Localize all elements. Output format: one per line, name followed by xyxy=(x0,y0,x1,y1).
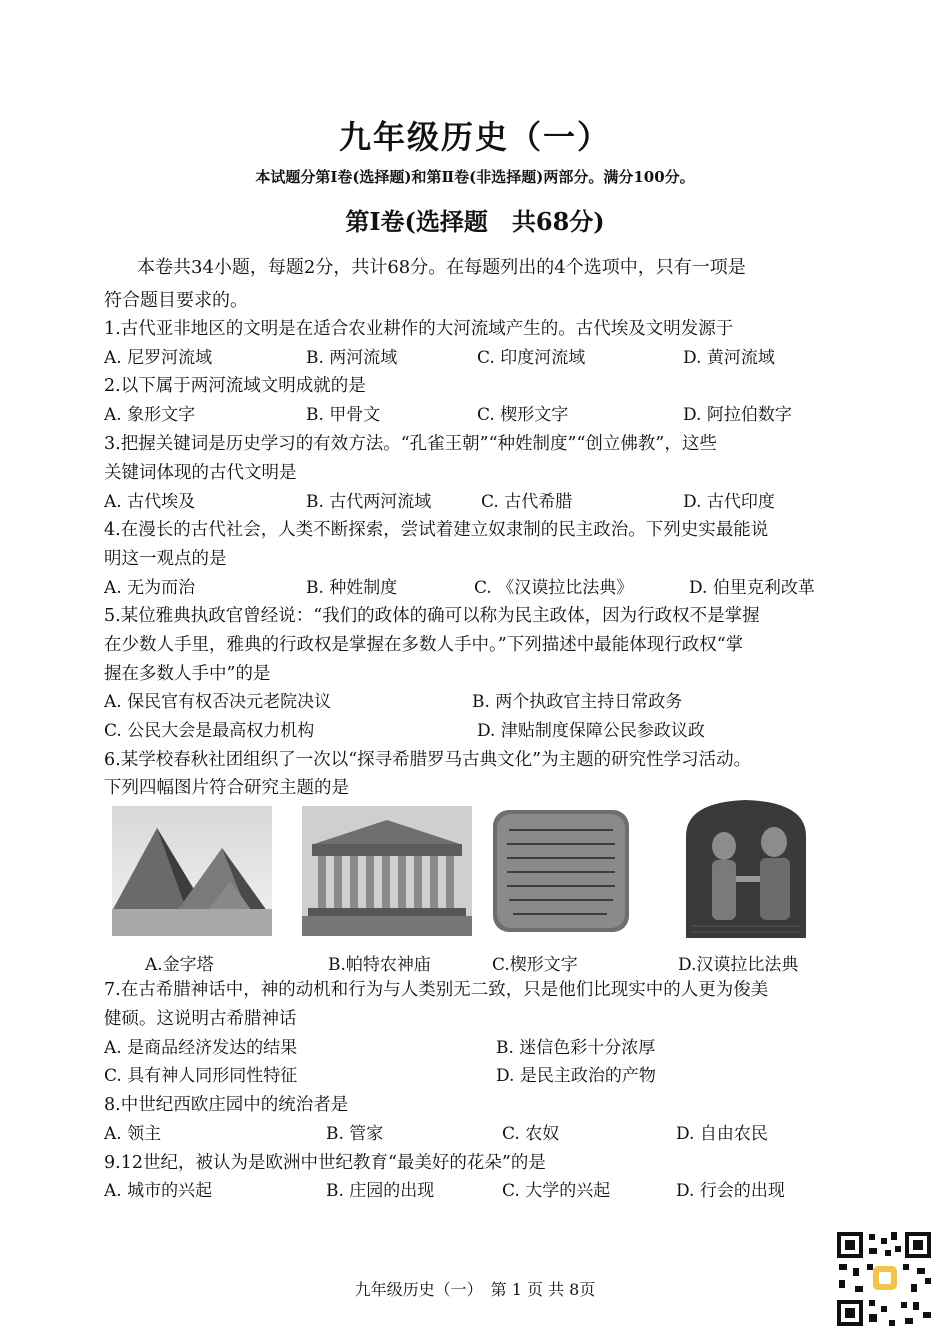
q7-option-b: B. 迷信色彩十分浓厚 xyxy=(496,1038,656,1058)
question-5-stem-2: 在少数人手里，雅典的行政权是掌握在多数人手中。”下列描述中最能体现行政权“掌 xyxy=(104,635,744,655)
page-title: 九年级历史（一） xyxy=(338,118,611,156)
question-3-stem-2: 关键词体现的古代文明是 xyxy=(104,463,297,483)
q6-caption-b: B.帕特农神庙 xyxy=(328,955,431,975)
intro-line-2: 符合题目要求的。 xyxy=(104,290,248,311)
q8-option-a: A. 领主 xyxy=(104,1124,162,1144)
q3-option-c: C. 古代希腊 xyxy=(481,492,573,512)
q1-option-b: B. 两河流域 xyxy=(306,348,398,368)
question-4-stem-1: 4.在漫长的古代社会，人类不断探索，尝试着建立奴隶制的民主政治。下列史实最能说 xyxy=(104,520,769,540)
question-6-stem-2: 下列四幅图片符合研究主题的是 xyxy=(104,778,349,798)
cuneiform-tablet-image xyxy=(487,806,635,936)
question-8-stem: 8.中世纪西欧庄园中的统治者是 xyxy=(104,1095,349,1115)
parthenon-image xyxy=(302,806,472,936)
q9-option-a: A. 城市的兴起 xyxy=(104,1181,213,1201)
pyramid-image xyxy=(112,806,272,936)
q3-option-a: A. 古代埃及 xyxy=(104,492,196,512)
question-2-stem: 2.以下属于两河流域文明成就的是 xyxy=(104,376,366,396)
intro-line-1: 本卷共34小题，每题2分，共计68分。在每题列出的4个选项中，只有一项是 xyxy=(137,257,746,278)
page-footer: 九年级历史（一） 第 1 页 共 8页 xyxy=(354,1280,596,1299)
q6-caption-d: D.汉谟拉比法典 xyxy=(678,955,799,975)
q2-option-b: B. 甲骨文 xyxy=(306,405,381,425)
q8-option-b: B. 管家 xyxy=(326,1124,384,1144)
question-9-stem: 9.12世纪，被认为是欧洲中世纪教育“最美好的花朵”的是 xyxy=(104,1153,546,1173)
question-3-stem-1: 3.把握关键词是历史学习的有效方法。“孔雀王朝”“种姓制度”“创立佛教”，这些 xyxy=(104,434,717,454)
q8-option-c: C. 农奴 xyxy=(502,1124,560,1144)
q1-option-c: C. 印度河流域 xyxy=(477,348,586,368)
hammurabi-stele-image xyxy=(676,796,816,938)
q4-option-d: D. 伯里克利改革 xyxy=(689,578,815,598)
q2-option-d: D. 阿拉伯数字 xyxy=(683,405,792,425)
q4-option-b: B. 种姓制度 xyxy=(306,578,398,598)
q8-option-d: D. 自由农民 xyxy=(676,1124,768,1144)
q7-option-d: D. 是民主政治的产物 xyxy=(496,1066,656,1086)
q6-caption-c: C.楔形文字 xyxy=(492,955,578,975)
q1-option-a: A. 尼罗河流域 xyxy=(104,348,213,368)
q3-option-d: D. 古代印度 xyxy=(683,492,775,512)
q3-option-b: B. 古代两河流域 xyxy=(306,492,432,512)
q9-option-c: C. 大学的兴起 xyxy=(502,1181,611,1201)
exam-subtitle: 本试题分第Ⅰ卷(选择题)和第Ⅱ卷(非选择题)两部分。满分100分。 xyxy=(255,168,695,186)
q9-option-b: B. 庄园的出现 xyxy=(326,1181,435,1201)
q4-option-a: A. 无为而治 xyxy=(104,578,196,598)
question-1-stem: 1.古代亚非地区的文明是在适合农业耕作的大河流域产生的。古代埃及文明发源于 xyxy=(104,319,734,339)
question-6-stem-1: 6.某学校春秋社团组织了一次以“探寻希腊罗马古典文化”为主题的研究性学习活动。 xyxy=(104,750,752,770)
q7-option-a: A. 是商品经济发达的结果 xyxy=(104,1038,298,1058)
q2-option-a: A. 象形文字 xyxy=(104,405,196,425)
q9-option-d: D. 行会的出现 xyxy=(676,1181,785,1201)
q1-option-d: D. 黄河流域 xyxy=(683,348,775,368)
question-4-stem-2: 明这一观点的是 xyxy=(104,549,227,569)
q2-option-c: C. 楔形文字 xyxy=(477,405,569,425)
question-7-stem-1: 7.在古希腊神话中，神的动机和行为与人类别无二致，只是他们比现实中的人更为俊美 xyxy=(104,980,769,1000)
q4-option-c: C. 《汉谟拉比法典》 xyxy=(474,578,634,598)
q7-option-c: C. 具有神人同形同性特征 xyxy=(104,1066,298,1086)
question-5-stem-1: 5.某位雅典执政官曾经说：“我们的政体的确可以称为民主政体，因为行政权不是掌握 xyxy=(104,606,760,626)
q5-option-d: D. 津贴制度保障公民参政议政 xyxy=(477,721,705,741)
question-7-stem-2: 健硕。这说明古希腊神话 xyxy=(104,1009,297,1029)
question-5-stem-3: 握在多数人手中”的是 xyxy=(104,664,271,684)
q5-option-a: A. 保民官有权否决元老院决议 xyxy=(104,692,332,712)
q5-option-b: B. 两个执政官主持日常政务 xyxy=(472,692,683,712)
section-heading: 第Ⅰ卷(选择题 共68分) xyxy=(345,207,605,236)
q6-caption-a: A.金字塔 xyxy=(145,955,214,975)
q5-option-c: C. 公民大会是最高权力机构 xyxy=(104,721,315,741)
